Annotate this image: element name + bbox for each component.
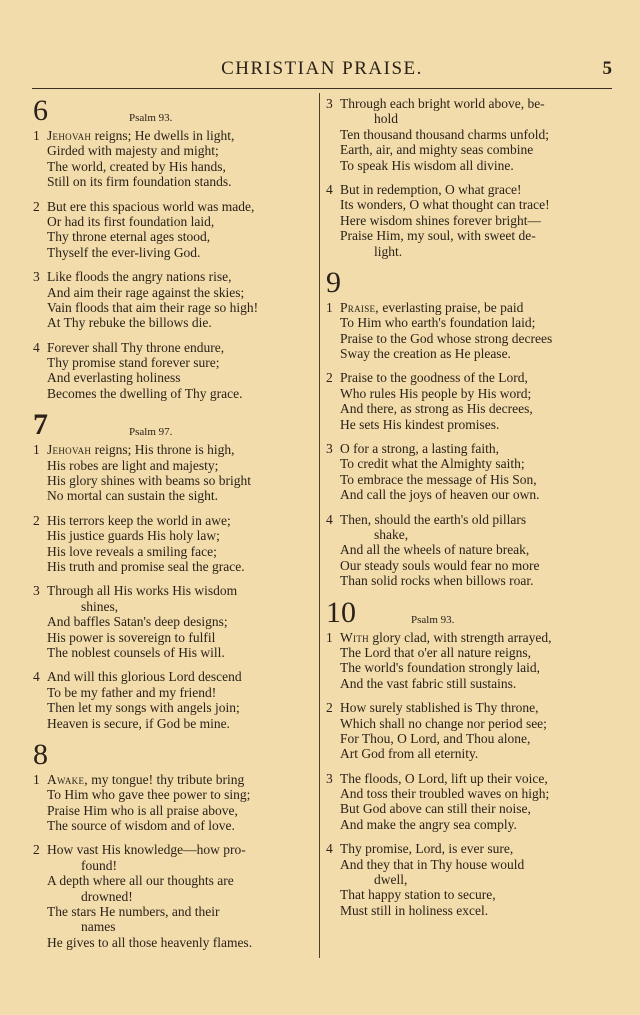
line: But in redemption, O what grace! [340, 181, 522, 197]
line: found! [81, 857, 117, 873]
stanza [33, 772, 315, 834]
stanza-number-spacer [33, 599, 47, 614]
stanza-number: 4 [33, 339, 40, 355]
line: Praise Him who is all praise above, [47, 802, 238, 818]
stanza-number-spacer [326, 645, 340, 660]
line: light. [374, 243, 403, 259]
hymn-number: 6 [33, 94, 48, 127]
hymn-10 [326, 595, 610, 919]
stanza-number-spacer [326, 386, 340, 401]
hymn-heading [326, 265, 610, 299]
line: Then let my songs with angels join; [47, 700, 240, 716]
stanza-number: 4 [33, 669, 40, 685]
line: That happy station to secure, [340, 887, 496, 903]
stanza-number-spacer [33, 787, 47, 802]
stanza [326, 300, 610, 362]
line: He gives to all those heavenly flames. [47, 934, 253, 950]
stanza-number-spacer [326, 127, 340, 142]
stanza-number: 3 [326, 96, 333, 111]
line: Becomes the dwelling of Thy grace. [47, 385, 243, 401]
stanza-number-spacer [33, 143, 47, 158]
line: His truth and promise seal the grace. [47, 558, 245, 574]
stanza-number: 4 [326, 181, 333, 197]
line: At Thy rebuke the billows die. [47, 315, 212, 331]
stanza-number-spacer [326, 417, 340, 432]
stanza [326, 700, 610, 762]
line: And will this glorious Lord descend [47, 669, 242, 685]
line: Vain floods that aim their rage so high! [47, 299, 259, 315]
right-column [326, 96, 610, 927]
line: To embrace the message of His Son, [340, 471, 537, 487]
line: Must still in holiness excel. [340, 902, 489, 918]
line: His justice guards His holy law; [47, 528, 220, 544]
stanza-number-spacer [33, 645, 47, 660]
stanza-number-spacer [33, 685, 47, 700]
stanza-number: 2 [326, 700, 333, 716]
line: shake, [374, 526, 409, 542]
line: Praise to the God whose strong decrees [340, 330, 553, 346]
line: Still on its firm foundation stands. [47, 174, 232, 190]
stanza-number-spacer [33, 174, 47, 189]
stanza-number-spacer [326, 315, 340, 330]
stanza-number-spacer [326, 573, 340, 588]
line: Heaven is secure, if God be mine. [47, 715, 230, 731]
hymn-number: 10 [326, 595, 356, 629]
line: Which shall no change nor period see; [340, 715, 547, 731]
line: His glory shines with beams so bright [47, 473, 251, 489]
stanza-number-spacer [33, 315, 47, 330]
stanza-number-spacer [33, 716, 47, 731]
line: Or had its first foundation laid, [47, 213, 215, 229]
line: Forever shall Thy throne endure, [47, 339, 225, 355]
line: How vast His knowledge—how pro- [47, 842, 246, 858]
hymn-number: 8 [33, 737, 48, 771]
stanza-number-spacer [326, 111, 340, 126]
stanza-number-spacer [33, 355, 47, 370]
stanza-number: 3 [33, 269, 40, 285]
line: The Lord that o'er all nature reigns, [340, 644, 531, 660]
line: How surely stablished is Thy throne, [340, 700, 539, 716]
stanza-number-spacer [326, 786, 340, 801]
hymn-heading [33, 410, 315, 440]
stanza [33, 513, 315, 575]
stanza-number-spacer [326, 558, 340, 573]
stanza-number-spacer [33, 229, 47, 244]
line: And there, as strong as His decrees, [340, 401, 533, 417]
tune-name: Psalm 97. [129, 426, 173, 439]
stanza-number-spacer [33, 300, 47, 315]
stanza-number: 1 [33, 442, 40, 458]
line: The stars He numbers, and their [47, 904, 220, 920]
hymn-heading [326, 595, 610, 629]
line: His love reveals a smiling face; [47, 543, 217, 559]
first-word: Jehovah [47, 442, 92, 458]
column-divider [319, 93, 320, 958]
stanza-number-spacer [33, 245, 47, 260]
stanza-number-spacer [326, 857, 340, 872]
line: drowned! [81, 888, 133, 904]
stanza-number: 1 [33, 771, 40, 787]
stanza [326, 512, 610, 589]
stanza-number-spacer [33, 473, 47, 488]
stanza-number-spacer [326, 903, 340, 918]
line: names [81, 919, 116, 935]
line: But ere this spacious world was made, [47, 198, 255, 214]
stanza-number-spacer [326, 244, 340, 259]
stanza-number-spacer [33, 386, 47, 401]
stanza-number-spacer [326, 213, 340, 228]
stanza-number: 2 [33, 198, 40, 214]
stanza-number: 4 [326, 511, 333, 527]
stanza-number-spacer [326, 472, 340, 487]
stanza-number-spacer [33, 935, 47, 950]
line: And call the joys of heaven our own. [340, 487, 540, 503]
line: Our steady souls would fear no more [340, 557, 540, 573]
line: And everlasting holiness [47, 370, 181, 386]
stanza-number-spacer [326, 887, 340, 902]
stanza-number: 4 [326, 841, 333, 857]
line: Art God from all eternity. [340, 746, 479, 762]
stanza-number-spacer [326, 716, 340, 731]
line: shines, [81, 598, 119, 614]
hymn-number: 9 [326, 265, 341, 299]
stanza-number-spacer [33, 889, 47, 904]
line: And aim their rage against the skies; [47, 284, 245, 300]
line: The source of wisdom and of love. [47, 818, 235, 834]
left-column [33, 96, 315, 959]
running-title: CHRISTIAN PRAISE. [221, 58, 423, 79]
stanza [326, 441, 610, 503]
line: To Him who gave thee power to sing; [47, 787, 251, 803]
line: Praise Him, my soul, with sweet de- [340, 228, 536, 244]
line: Praise to the goodness of the Lord, [340, 370, 528, 386]
stanza [326, 96, 610, 173]
line: Here wisdom shines forever bright— [340, 212, 541, 228]
line: And toss their troubled waves on high; [340, 786, 550, 802]
stanza [33, 583, 315, 660]
line: Girded with majesty and might; [47, 143, 219, 159]
line: dwell, [374, 872, 408, 888]
line: The noblest counsels of His will. [47, 644, 225, 660]
line: The world's foundation strongly laid, [340, 660, 541, 676]
stanza-number: 3 [326, 770, 333, 786]
hymn-heading [33, 96, 315, 126]
stanza-number: 3 [326, 441, 333, 457]
line: Earth, air, and mighty seas combine [340, 142, 534, 158]
hymn-8 [33, 737, 315, 950]
header-rule [32, 88, 612, 89]
stanza-number-spacer [326, 731, 340, 746]
stanza-number-spacer [326, 487, 340, 502]
stanza-number-spacer [33, 700, 47, 715]
stanza-number-spacer [326, 746, 340, 761]
stanza-number-spacer [326, 142, 340, 157]
line: The floods, O Lord, lift up their voice, [340, 770, 548, 786]
line: Thyself the ever-living God. [47, 244, 201, 260]
line: But God above can still their noise, [340, 801, 531, 817]
line: And they that in Thy house would [340, 856, 525, 872]
stanza-number-spacer [326, 817, 340, 832]
line: His robes are light and majesty; [47, 457, 219, 473]
line: Then, should the earth's old pillars [340, 511, 527, 527]
page-number: 5 [602, 58, 612, 79]
stanza [33, 842, 315, 950]
stanza-number-spacer [33, 559, 47, 574]
line: His power is sovereign to fulfil [47, 629, 216, 645]
stanza-number-spacer [33, 544, 47, 559]
stanza-number-spacer [326, 527, 340, 542]
line: Who rules His people by His word; [340, 385, 532, 401]
line: Thy promise, Lord, is ever sure, [340, 841, 514, 857]
line: reigns; He dwells in light, [94, 128, 235, 143]
line: glory clad, with strength arrayed, [372, 629, 552, 645]
line: A depth where all our thoughts are [47, 873, 234, 889]
tune-name: Psalm 93. [129, 112, 173, 124]
line: He sets His kindest promises. [340, 416, 500, 432]
stanza [33, 340, 315, 402]
line: To be my father and my friend! [47, 684, 217, 700]
line: His terrors keep the world in awe; [47, 512, 231, 528]
stanza-number-spacer [33, 904, 47, 919]
stanza-number-spacer [33, 919, 47, 934]
line: Ten thousand thousand charms unfold; [340, 126, 550, 142]
hymn-heading [33, 737, 315, 771]
stanza [33, 199, 315, 261]
stanza-number-spacer [326, 801, 340, 816]
line: Thy throne eternal ages stood, [47, 229, 211, 245]
stanza-number-spacer [326, 872, 340, 887]
stanza [33, 442, 315, 504]
stanza-number: 1 [326, 299, 333, 315]
stanza-number-spacer [326, 158, 340, 173]
stanza [33, 128, 315, 190]
line: And all the wheels of nature break, [340, 542, 530, 558]
stanza-number-spacer [33, 159, 47, 174]
stanza-number-spacer [326, 456, 340, 471]
line: my tongue! thy tribute bring [91, 771, 245, 787]
stanza-number: 3 [33, 583, 40, 599]
stanza [326, 630, 610, 692]
hymn-8-continued [326, 96, 610, 259]
tune-name: Psalm 93. [411, 613, 455, 626]
stanza-number: 1 [33, 128, 40, 143]
stanza [326, 771, 610, 833]
line: To credit what the Almighty saith; [340, 456, 525, 472]
stanza-number-spacer [326, 197, 340, 212]
line: Than solid rocks when billows roar. [340, 573, 534, 589]
first-word: Praise, [340, 299, 379, 315]
stanza-number-spacer [326, 542, 340, 557]
stanza [326, 182, 610, 259]
line: To speak His wisdom all divine. [340, 157, 514, 173]
line: Like floods the angry nations rise, [47, 269, 232, 285]
stanza [33, 669, 315, 731]
stanza [33, 269, 315, 331]
stanza-number: 2 [326, 370, 333, 386]
stanza-number-spacer [33, 370, 47, 385]
stanza-number-spacer [33, 285, 47, 300]
stanza-number-spacer [33, 488, 47, 503]
hymn-9 [326, 265, 610, 589]
line: Its wonders, O what thought can trace! [340, 197, 550, 213]
line: hold [374, 111, 399, 127]
stanza-number-spacer [326, 660, 340, 675]
stanza-number-spacer [33, 458, 47, 473]
hymn-number: 7 [33, 408, 48, 442]
line: For Thou, O Lord, and Thou alone, [340, 730, 531, 746]
stanza-number-spacer [326, 676, 340, 691]
stanza-number-spacer [33, 614, 47, 629]
stanza-number-spacer [33, 630, 47, 645]
stanza [326, 370, 610, 432]
line: Sway the creation as He please. [340, 346, 511, 362]
stanza-number-spacer [33, 858, 47, 873]
stanza-number-spacer [326, 228, 340, 243]
first-word: With [340, 629, 369, 645]
stanza-number-spacer [33, 528, 47, 543]
stanza-number-spacer [33, 803, 47, 818]
stanza-number: 2 [33, 842, 40, 858]
stanza-number-spacer [326, 401, 340, 416]
stanza-number-spacer [33, 818, 47, 833]
line: reigns; His throne is high, [94, 442, 235, 458]
stanza-number-spacer [33, 873, 47, 888]
line: The world, created by His hands, [47, 158, 226, 174]
hymn-7 [33, 410, 315, 731]
line: everlasting praise, be paid [382, 299, 524, 315]
page-header [32, 56, 612, 80]
line: Through all His works His wisdom [47, 583, 238, 599]
line: And baffles Satan's deep designs; [47, 614, 228, 630]
line: Thy promise stand forever sure; [47, 355, 220, 371]
line: To Him who earth's foundation laid; [340, 315, 536, 331]
line: And the vast fabric still sustains. [340, 675, 517, 691]
first-word: Awake, [47, 771, 88, 787]
line: O for a strong, a lasting faith, [340, 441, 499, 457]
stanza-number-spacer [33, 214, 47, 229]
stanza [326, 841, 610, 918]
stanza-number-spacer [326, 331, 340, 346]
stanza-number-spacer [326, 346, 340, 361]
stanza-number: 2 [33, 512, 40, 528]
stanza-number: 1 [326, 629, 333, 645]
hymn-6 [33, 96, 315, 401]
line: And make the angry sea comply. [340, 816, 517, 832]
line: Through each bright world above, be- [340, 96, 545, 111]
line: No mortal can sustain the sight. [47, 488, 218, 504]
first-word: Jehovah [47, 128, 92, 143]
